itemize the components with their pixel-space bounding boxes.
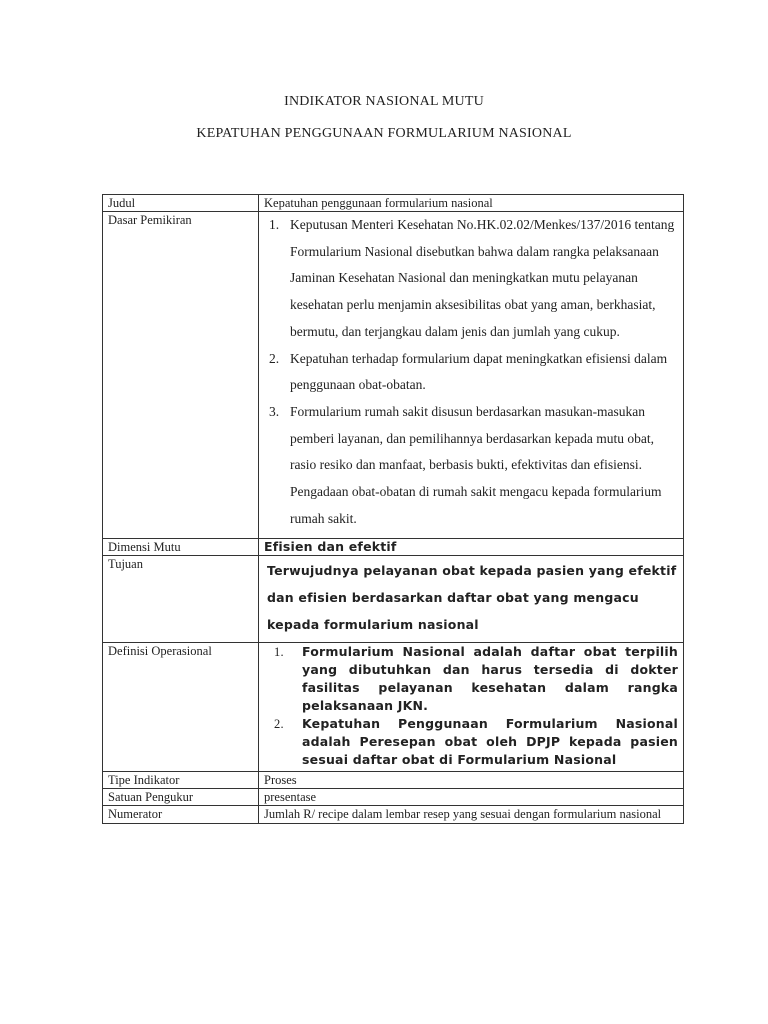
label-tipe-indikator: Tipe Indikator (103, 772, 259, 789)
value-definisi-operasional (259, 643, 684, 772)
row-satuan-pengukur (103, 789, 684, 806)
value-dimensi-mutu: Efisien dan efektif (259, 539, 684, 556)
row-tipe-indikator (103, 772, 684, 789)
label-definisi-operasional: Definisi Operasional (103, 643, 259, 772)
value-satuan-pengukur: presentase (259, 789, 684, 806)
row-numerator (103, 806, 684, 824)
value-judul: Kepatuhan penggunaan formularium nasional (259, 195, 684, 212)
value-dasar-pemikiran (259, 212, 684, 539)
list-item: 2. Kepatuhan terhadap formularium dapat meningkatkan efisiensi dalam penggunaan obat-obatan. (269, 350, 668, 393)
page-subtitle: KEPATUHAN PENGGUNAAN FORMULARIUM NASIONAL (196, 126, 572, 141)
label-judul: Judul (103, 195, 259, 212)
dasar-list (264, 212, 678, 532)
list-item: 1. Formularium Nasional adalah daftar obat terpilih yang dibutuhkan dan harus tersedia di dokter fasilitas pelayanan kesehatan dalam rangka pelaksanaan JKN. (274, 644, 678, 714)
value-numerator: Jumlah R/ recipe dalam lembar resep yang sesuai dengan formularium nasional (259, 806, 684, 824)
row-dasar-pemikiran (103, 212, 684, 539)
label-tujuan: Tujuan (103, 556, 259, 643)
page-title: INDIKATOR NASIONAL MUTU (284, 94, 484, 109)
list-item: 2. Kepatuhan Penggunaan Formularium Nasional adalah Peresepan obat oleh DPJP kepada pasien sesuai daftar obat di Formularium Nasional (274, 716, 678, 768)
label-dimensi-mutu: Dimensi Mutu (103, 539, 259, 556)
label-numerator: Numerator (103, 806, 259, 824)
row-definisi-operasional (103, 643, 684, 772)
row-tujuan (103, 556, 684, 643)
label-dasar-pemikiran: Dasar Pemikiran (103, 212, 259, 539)
row-judul (103, 195, 684, 212)
label-satuan-pengukur: Satuan Pengukur (103, 789, 259, 806)
row-dimensi-mutu (103, 539, 684, 556)
indicator-table (102, 194, 684, 824)
value-tipe-indikator: Proses (259, 772, 684, 789)
list-item: 1. Keputusan Menteri Kesehatan No.HK.02.02/Menkes/137/2016 tentang Formularium Nasional disebutkan bahwa dalam rangka pelaksanaan Jaminan Kesehatan Nasional dan meningkatkan mutu pelayanan kesehatan perlu menjamin aksesibilitas obat yang aman, berkhasiat, bermutu, dan terjangkau dalam jenis dan jumlah yang cukup. (269, 217, 675, 339)
definisi-list (264, 643, 678, 769)
value-tujuan: Terwujudnya pelayanan obat kepada pasien yang efektif dan efisien berdasarkan daftar obat yang mengacu kepada formularium nasional (259, 556, 684, 643)
list-item: 3. Formularium rumah sakit disusun berdasarkan masukan-masukan pemberi layanan, dan pemilihannya berdasarkan kepada mutu obat, rasio resiko dan manfaat, berbasis bukti, efektivitas dan efisiensi. Pengadaan obat-obatan di rumah sakit mengacu kepada formularium rumah sakit. (269, 403, 662, 526)
